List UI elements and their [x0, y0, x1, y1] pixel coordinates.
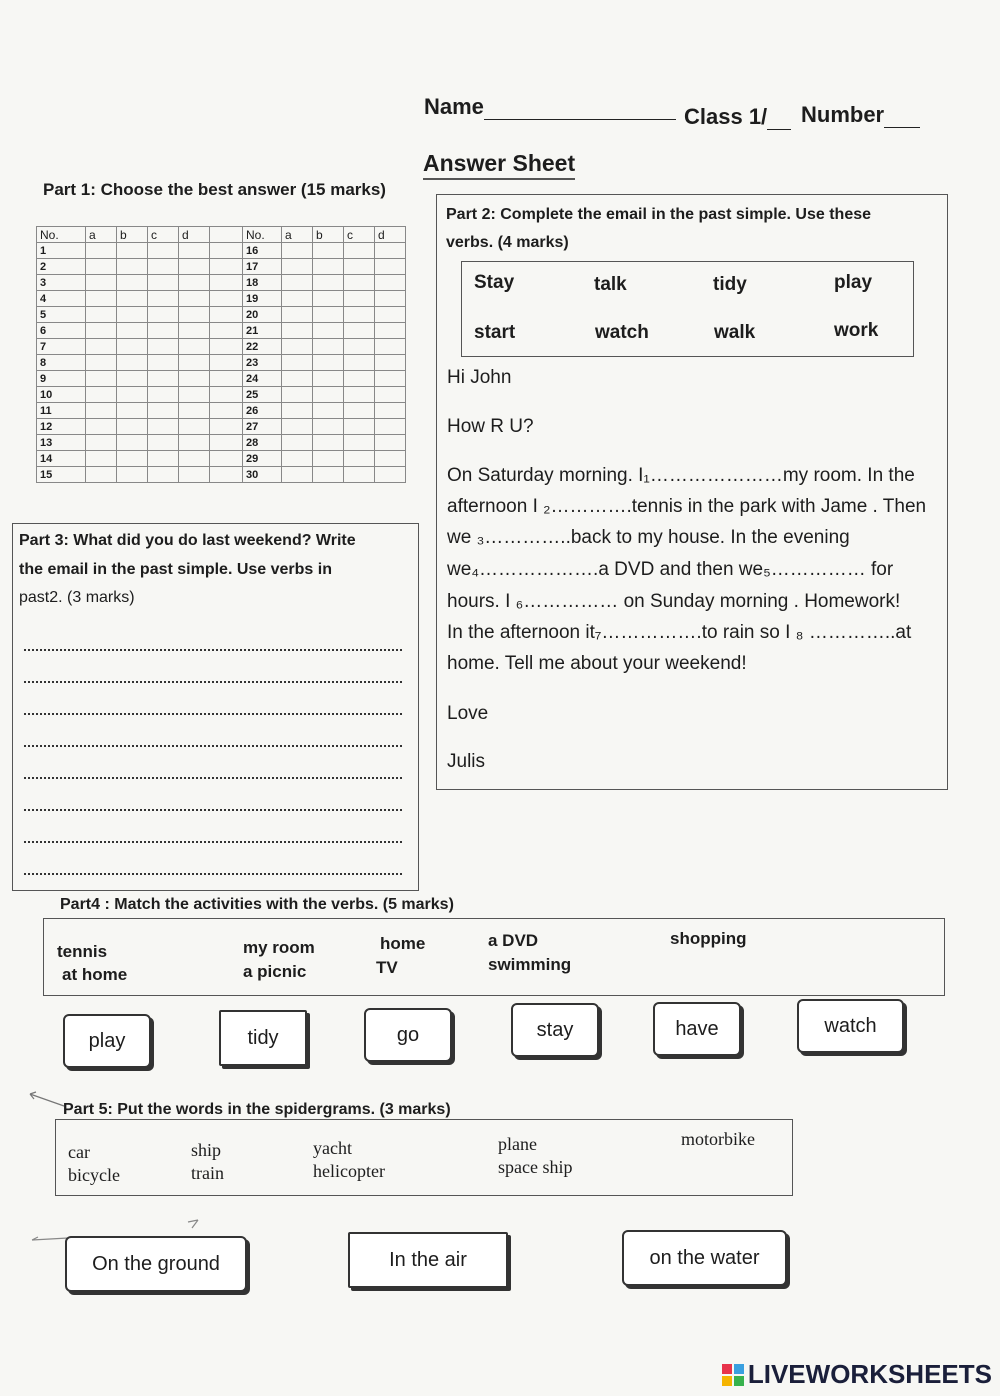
question-number: 9 — [37, 371, 86, 387]
answer-cell-b[interactable] — [313, 419, 344, 435]
col-no-right: No. — [243, 227, 282, 243]
answer-cell-b[interactable] — [117, 419, 148, 435]
answer-cell-c[interactable] — [148, 243, 179, 259]
answer-cell-c[interactable] — [344, 339, 375, 355]
answer-cell-b[interactable] — [117, 355, 148, 371]
answer-row — [37, 243, 406, 259]
col-spacer — [210, 227, 243, 243]
answer-cell-b[interactable] — [313, 275, 344, 291]
verb-box-have[interactable]: have — [653, 1002, 741, 1056]
logo-square — [734, 1376, 744, 1386]
answer-cell-b[interactable] — [313, 371, 344, 387]
part3-title-line2: the email in the past simple. Use verbs in — [19, 561, 332, 578]
logo-text: LIVEWORKSHEETS — [747, 1359, 992, 1389]
question-number: 10 — [37, 387, 86, 403]
word-plane[interactable]: plane — [498, 1134, 537, 1154]
verb-box-go[interactable]: go — [364, 1008, 452, 1062]
spacer-cell — [210, 387, 243, 403]
email-line-5[interactable]: hours. I ₆…………… on Sunday morning . Homework! — [447, 591, 901, 612]
answer-cell-a[interactable] — [86, 467, 117, 483]
name-input-line[interactable] — [484, 99, 676, 120]
answer-cell-c[interactable] — [344, 451, 375, 467]
answer-cell-d[interactable] — [179, 403, 210, 419]
writing-line-3[interactable] — [24, 713, 402, 715]
verb-play: play — [834, 272, 873, 293]
writing-line-5[interactable] — [24, 777, 402, 779]
question-number: 2 — [37, 259, 86, 275]
answer-cell-b[interactable] — [117, 371, 148, 387]
writing-line-1[interactable] — [24, 649, 402, 651]
number-field — [801, 102, 920, 128]
word-motorbike[interactable]: motorbike — [681, 1129, 755, 1149]
answer-cell-a[interactable] — [282, 419, 313, 435]
answer-cell-d[interactable] — [375, 451, 406, 467]
answer-cell-a[interactable] — [282, 355, 313, 371]
answer-cell-c[interactable] — [344, 275, 375, 291]
col-c-left: c — [148, 227, 179, 243]
question-number: 13 — [37, 435, 86, 451]
answer-cell-a[interactable] — [86, 371, 117, 387]
activity-tennis[interactable]: tennis — [57, 942, 108, 961]
col-b-right: b — [313, 227, 344, 243]
writing-line-6[interactable] — [24, 809, 402, 811]
verb-work: work — [834, 320, 879, 341]
answer-cell-d[interactable] — [179, 291, 210, 307]
answer-cell-a[interactable] — [282, 371, 313, 387]
question-number: 6 — [37, 323, 86, 339]
answer-cell-c[interactable] — [148, 403, 179, 419]
answer-cell-b[interactable] — [313, 355, 344, 371]
answer-row — [37, 355, 406, 371]
question-number: 15 — [37, 467, 86, 483]
spacer-cell — [210, 275, 243, 291]
spacer-cell — [210, 419, 243, 435]
class-label: Class 1/ — [684, 104, 768, 129]
answer-row — [37, 467, 406, 483]
answer-cell-b[interactable] — [313, 323, 344, 339]
answer-cell-b[interactable] — [313, 435, 344, 451]
question-number: 23 — [243, 355, 282, 371]
question-number: 27 — [243, 419, 282, 435]
answer-row — [37, 403, 406, 419]
answer-cell-b[interactable] — [313, 243, 344, 259]
answer-cell-c[interactable] — [344, 419, 375, 435]
answer-cell-b[interactable] — [117, 403, 148, 419]
page-title: Answer Sheet — [423, 150, 575, 180]
question-number: 26 — [243, 403, 282, 419]
writing-line-8[interactable] — [24, 873, 402, 875]
category-on-the-water[interactable]: on the water — [622, 1230, 787, 1286]
activity-a-dvd[interactable]: a DVD — [488, 931, 539, 950]
word-yacht[interactable]: yacht — [313, 1138, 352, 1158]
answer-cell-d[interactable] — [179, 355, 210, 371]
answer-cell-a[interactable] — [86, 275, 117, 291]
question-number: 18 — [243, 275, 282, 291]
answer-cell-a[interactable] — [86, 451, 117, 467]
answer-cell-a[interactable] — [282, 467, 313, 483]
answer-cell-a[interactable] — [282, 435, 313, 451]
answer-cell-d[interactable] — [179, 323, 210, 339]
spacer-cell — [210, 371, 243, 387]
word-train[interactable]: train — [191, 1163, 224, 1183]
word-ship[interactable]: ship — [191, 1140, 222, 1160]
answer-cell-d[interactable] — [179, 467, 210, 483]
answer-cell-b[interactable] — [313, 403, 344, 419]
answer-cell-d[interactable] — [375, 275, 406, 291]
answer-row — [37, 339, 406, 355]
answer-cell-a[interactable] — [282, 291, 313, 307]
answer-cell-d[interactable] — [179, 259, 210, 275]
writing-line-2[interactable] — [24, 681, 402, 683]
answer-row — [37, 259, 406, 275]
answer-cell-a[interactable] — [282, 339, 313, 355]
email-signature: Julis — [447, 751, 486, 772]
question-number: 8 — [37, 355, 86, 371]
answer-cell-b[interactable] — [313, 451, 344, 467]
answer-row — [37, 371, 406, 387]
answer-cell-c[interactable] — [148, 291, 179, 307]
activity-home[interactable]: home — [380, 934, 426, 953]
number-input-line[interactable] — [884, 109, 920, 128]
answer-cell-a[interactable] — [86, 403, 117, 419]
answer-cell-d[interactable] — [375, 355, 406, 371]
verb-box-play[interactable]: play — [63, 1014, 151, 1068]
answer-row — [37, 291, 406, 307]
spacer-cell — [210, 243, 243, 259]
answer-cell-d[interactable] — [179, 307, 210, 323]
word-bicycle[interactable]: bicycle — [68, 1165, 120, 1185]
answer-cell-c[interactable] — [148, 371, 179, 387]
activity-at-home[interactable]: at home — [62, 965, 128, 984]
email-line-2[interactable]: afternoon I ₂………….tennis in the park with Jame . Then — [447, 496, 927, 517]
writing-line-4[interactable] — [24, 745, 402, 747]
part3-title-line3: past2. (3 marks) — [19, 589, 135, 606]
answer-cell-d[interactable] — [375, 259, 406, 275]
email-line-1[interactable]: On Saturday morning. I₁…………………my room. In the — [447, 465, 915, 486]
email-line-4[interactable]: we₄……………….a DVD and then we₅…………… for — [447, 559, 894, 580]
word-helicopter[interactable]: helicopter — [313, 1161, 385, 1181]
answer-cell-c[interactable] — [148, 435, 179, 451]
question-number: 19 — [243, 291, 282, 307]
answer-table — [36, 226, 406, 483]
answer-cell-a[interactable] — [86, 339, 117, 355]
answer-cell-d[interactable] — [375, 371, 406, 387]
verb-stay: Stay — [474, 272, 515, 293]
answer-cell-b[interactable] — [117, 291, 148, 307]
answer-cell-b[interactable] — [117, 259, 148, 275]
answer-cell-c[interactable] — [148, 323, 179, 339]
question-number: 20 — [243, 307, 282, 323]
answer-cell-c[interactable] — [344, 323, 375, 339]
col-a-right: a — [282, 227, 313, 243]
answer-cell-c[interactable] — [148, 467, 179, 483]
email-line-7: home. Tell me about your weekend! — [447, 653, 747, 674]
col-no-left: No. — [37, 227, 86, 243]
answer-cell-a[interactable] — [86, 291, 117, 307]
spacer-cell — [210, 467, 243, 483]
answer-cell-c[interactable] — [148, 275, 179, 291]
question-number: 12 — [37, 419, 86, 435]
verb-box-tidy[interactable]: tidy — [219, 1010, 307, 1066]
answer-row — [37, 275, 406, 291]
answer-cell-d[interactable] — [179, 419, 210, 435]
col-a-left: a — [86, 227, 117, 243]
answer-cell-b[interactable] — [117, 275, 148, 291]
email-line-3[interactable]: we ₃…………..back to my house. In the evening — [447, 527, 850, 548]
verb-tidy: tidy — [713, 274, 747, 295]
answer-cell-b[interactable] — [117, 435, 148, 451]
answer-cell-a[interactable] — [86, 243, 117, 259]
answer-cell-d[interactable] — [375, 323, 406, 339]
email-greeting: Hi John — [447, 367, 512, 388]
question-number: 21 — [243, 323, 282, 339]
part3-title-line1: Part 3: What did you do last weekend? Write — [19, 532, 356, 549]
verb-talk: talk — [594, 274, 627, 295]
col-d-left: d — [179, 227, 210, 243]
answer-cell-a[interactable] — [282, 275, 313, 291]
question-number: 30 — [243, 467, 282, 483]
answer-cell-c[interactable] — [344, 435, 375, 451]
answer-cell-a[interactable] — [86, 355, 117, 371]
number-label: Number — [801, 102, 885, 127]
col-b-left: b — [117, 227, 148, 243]
email-signoff: Love — [447, 703, 489, 724]
question-number: 5 — [37, 307, 86, 323]
answer-cell-b[interactable] — [313, 291, 344, 307]
answer-cell-b[interactable] — [117, 387, 148, 403]
answer-cell-c[interactable] — [344, 355, 375, 371]
question-number: 1 — [37, 243, 86, 259]
answer-cell-d[interactable] — [375, 243, 406, 259]
question-number: 29 — [243, 451, 282, 467]
answer-cell-c[interactable] — [344, 387, 375, 403]
part5-title: Part 5: Put the words in the spidergrams. (3 marks) — [63, 1101, 451, 1118]
spacer-cell — [210, 339, 243, 355]
answer-cell-d[interactable] — [375, 467, 406, 483]
answer-cell-c[interactable] — [344, 243, 375, 259]
answer-cell-c[interactable] — [148, 307, 179, 323]
spacer-cell — [210, 435, 243, 451]
activity-my-room[interactable]: my room — [243, 938, 315, 957]
category-on-the-ground[interactable]: On the ground — [65, 1236, 247, 1292]
logo-square — [722, 1364, 732, 1374]
answer-cell-a[interactable] — [282, 387, 313, 403]
answer-cell-a[interactable] — [282, 403, 313, 419]
answer-cell-b[interactable] — [117, 323, 148, 339]
answer-cell-d[interactable] — [179, 371, 210, 387]
answer-row — [37, 387, 406, 403]
question-number: 25 — [243, 387, 282, 403]
answer-cell-a[interactable] — [86, 435, 117, 451]
question-number: 14 — [37, 451, 86, 467]
part1-answer-grid — [36, 226, 406, 483]
answer-cell-b[interactable] — [117, 243, 148, 259]
verb-box-stay[interactable]: stay — [511, 1003, 599, 1057]
answer-cell-a[interactable] — [86, 307, 117, 323]
spacer-cell — [210, 355, 243, 371]
class-input-line[interactable] — [767, 111, 791, 130]
part2-title-line2: verbs. (4 marks) — [446, 234, 569, 251]
question-number: 16 — [243, 243, 282, 259]
answer-cell-c[interactable] — [344, 371, 375, 387]
name-label: Name — [424, 94, 484, 119]
question-number: 3 — [37, 275, 86, 291]
answer-cell-d[interactable] — [375, 291, 406, 307]
answer-cell-a[interactable] — [282, 451, 313, 467]
activity-swimming[interactable]: swimming — [488, 955, 572, 974]
part4-title: Part4 : Match the activities with the verbs. (5 marks) — [60, 896, 454, 913]
answer-cell-d[interactable] — [375, 403, 406, 419]
question-number: 17 — [243, 259, 282, 275]
answer-cell-c[interactable] — [344, 259, 375, 275]
writing-line-7[interactable] — [24, 841, 402, 843]
answer-cell-a[interactable] — [282, 243, 313, 259]
question-number: 28 — [243, 435, 282, 451]
activity-shopping[interactable]: shopping — [670, 929, 747, 948]
answer-cell-d[interactable] — [375, 339, 406, 355]
answer-cell-d[interactable] — [375, 307, 406, 323]
answer-row — [37, 435, 406, 451]
answer-cell-d[interactable] — [179, 243, 210, 259]
answer-cell-c[interactable] — [344, 403, 375, 419]
spacer-cell — [210, 403, 243, 419]
answer-cell-a[interactable] — [86, 419, 117, 435]
answer-cell-c[interactable] — [148, 339, 179, 355]
answer-cell-a[interactable] — [282, 323, 313, 339]
answer-table-header — [37, 227, 406, 243]
answer-cell-a[interactable] — [282, 307, 313, 323]
question-number: 22 — [243, 339, 282, 355]
part2-title-line1: Part 2: Complete the email in the past simple. Use these — [446, 206, 872, 223]
answer-cell-c[interactable] — [148, 419, 179, 435]
logo-icon — [722, 1364, 744, 1386]
answer-cell-c[interactable] — [148, 259, 179, 275]
answer-cell-c[interactable] — [344, 467, 375, 483]
answer-cell-b[interactable] — [117, 339, 148, 355]
logo-square — [722, 1376, 732, 1386]
answer-cell-d[interactable] — [179, 339, 210, 355]
verb-start: start — [474, 322, 516, 343]
answer-cell-c[interactable] — [148, 387, 179, 403]
answer-row — [37, 323, 406, 339]
question-number: 11 — [37, 403, 86, 419]
answer-cell-b[interactable] — [313, 307, 344, 323]
col-c-right: c — [344, 227, 375, 243]
verb-walk: walk — [714, 322, 756, 343]
spacer-cell — [210, 307, 243, 323]
question-number: 7 — [37, 339, 86, 355]
answer-cell-b[interactable] — [313, 339, 344, 355]
spacer-cell — [210, 259, 243, 275]
answer-cell-d[interactable] — [179, 451, 210, 467]
col-d-right: d — [375, 227, 406, 243]
email-line-6[interactable]: In the afternoon it₇…………….to rain so I ₈ …………..at — [447, 622, 912, 643]
answer-cell-c[interactable] — [148, 355, 179, 371]
verb-watch: watch — [595, 322, 649, 343]
word-space-ship[interactable]: space ship — [498, 1157, 573, 1177]
answer-cell-a[interactable] — [86, 259, 117, 275]
answer-cell-c[interactable] — [344, 291, 375, 307]
answer-cell-d[interactable] — [375, 419, 406, 435]
answer-cell-d[interactable] — [375, 387, 406, 403]
spacer-cell — [210, 291, 243, 307]
answer-cell-d[interactable] — [179, 435, 210, 451]
answer-cell-b[interactable] — [313, 259, 344, 275]
answer-cell-a[interactable] — [86, 387, 117, 403]
answer-cell-b[interactable] — [117, 307, 148, 323]
activity-tv[interactable]: TV — [376, 958, 398, 977]
activity-a-picnic[interactable]: a picnic — [243, 962, 307, 981]
name-field — [424, 94, 676, 120]
class-field — [684, 104, 791, 130]
verb-box-watch[interactable]: watch — [797, 999, 904, 1053]
email-question: How R U? — [447, 416, 534, 437]
answer-cell-b[interactable] — [313, 387, 344, 403]
question-number: 4 — [37, 291, 86, 307]
category-in-the-air[interactable]: In the air — [348, 1232, 508, 1288]
arrow-icon — [26, 1088, 66, 1113]
answer-cell-d[interactable] — [375, 435, 406, 451]
answer-cell-a[interactable] — [282, 259, 313, 275]
answer-cell-c[interactable] — [148, 451, 179, 467]
answer-cell-b[interactable] — [117, 467, 148, 483]
answer-cell-b[interactable] — [117, 451, 148, 467]
liveworksheets-logo[interactable] — [722, 1359, 992, 1390]
answer-cell-b[interactable] — [313, 467, 344, 483]
answer-cell-d[interactable] — [179, 387, 210, 403]
answer-row — [37, 419, 406, 435]
answer-row — [37, 451, 406, 467]
spacer-cell — [210, 323, 243, 339]
answer-row — [37, 307, 406, 323]
word-car[interactable]: car — [68, 1142, 90, 1162]
answer-cell-a[interactable] — [86, 323, 117, 339]
part1-title: Part 1: Choose the best answer (15 marks) — [43, 180, 386, 199]
answer-cell-c[interactable] — [344, 307, 375, 323]
logo-square — [734, 1364, 744, 1374]
spacer-cell — [210, 451, 243, 467]
answer-cell-d[interactable] — [179, 275, 210, 291]
question-number: 24 — [243, 371, 282, 387]
